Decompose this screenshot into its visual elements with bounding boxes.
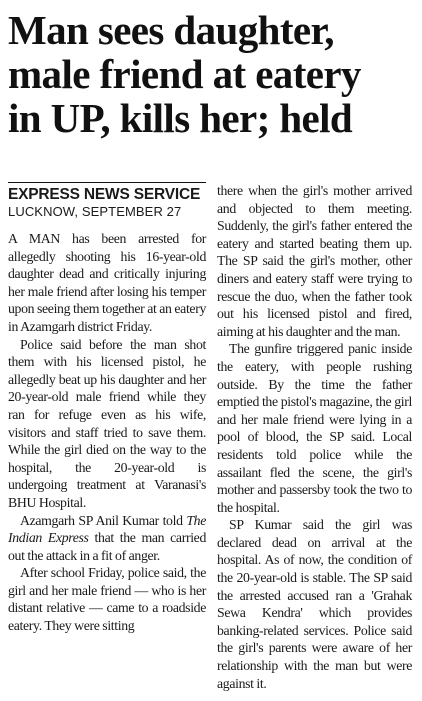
paragraph-gunfire: The gunfire triggered panic inside the eatery, with people rushing outside. By the time the father emptied the pistol's magazine, the girl and her male friend were lying in a pool of blood, the SP said. Local residents told police while the assailant fled the scene, the girl's mother and passersby took the two to the hospital. [217, 341, 412, 515]
paragraph-sp-kumar: SP Kumar said the girl was declared dead on arrival at the hospital. As of now, the condition of the 20-year-old is stable. The SP said the arrested accused ran a 'Grahak Sewa Kendra' which provides banking-related services. Police said the girl's parents were aware of her relationship with the man but were against it. [217, 517, 412, 691]
article-column-left [8, 182, 206, 701]
headline-line-2: male friend at eatery [8, 51, 361, 97]
paragraph-sp-quote-end: that the man carried out the attack in a fit of anger. [8, 530, 206, 563]
paragraph-continued: there when the girl's mother arrived and objected to them meeting. Suddenly, the girl's father entered the eatery and started beating them up. The SP said the girl's mother, other diners and eatery staff were trying to rescue the duo, when the father took out his licensed pistol and fired, aiming at his daughter and the man. [217, 183, 412, 339]
article-column-right [217, 182, 412, 701]
paragraph-sp-quote [8, 512, 206, 565]
paragraph-lead: A MAN has been arrested for allegedly shooting his 16-year-old daughter dead and critically injuring her male friend after losing his temper upon seeing them together at an eatery in Azamgarh district Friday. [8, 231, 206, 334]
article-columns [8, 182, 414, 701]
dateline: LUCKNOW, SEPTEMBER 27 [8, 204, 182, 219]
publication-name: The Indian Express [8, 512, 206, 546]
headline-line-1: Man sees daughter, [8, 7, 334, 53]
byline-org: EXPRESS NEWS SERVICE [8, 186, 201, 203]
paragraph-police: Police said before the man shot them with his licensed pistol, he allegedly beat up his daughter and her 20-year-old male friend while they ran for refuge even as his wife, visitors and staff tried to save them. While the girl died on the way to the hospital, the 20-year-old is undergoing treatment at Varanasi's BHU Hospital. [8, 336, 206, 510]
headline-line-3: in UP, kills her; held [8, 95, 353, 141]
paragraph-after-school: After school Friday, police said, the girl and her male friend — who is her distant relative — came to a roadside eatery. They were sitting [8, 565, 206, 634]
headline [8, 8, 414, 140]
byline [8, 182, 206, 220]
paragraph-sp-quote-start: Azamgarh SP Anil Kumar told [20, 512, 187, 528]
